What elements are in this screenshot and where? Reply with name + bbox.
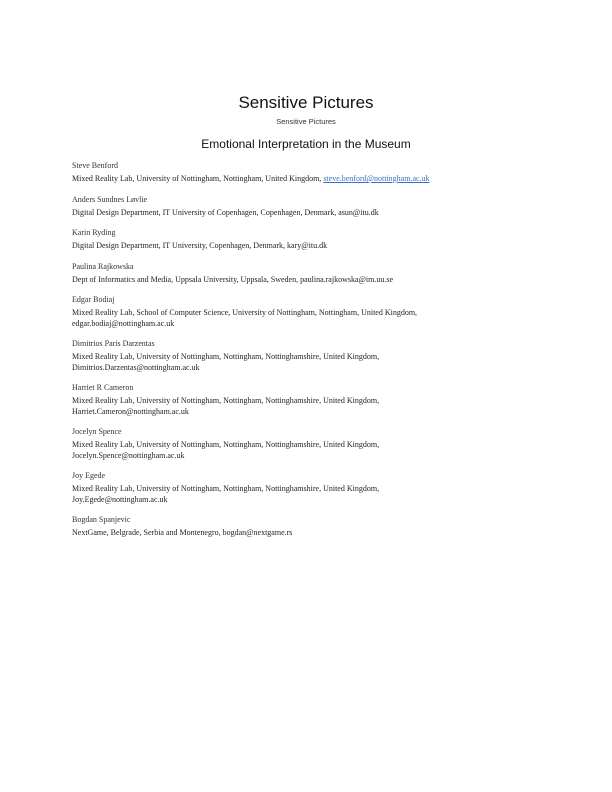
affiliation-line: Mixed Reality Lab, University of Nottingham, Nottingham, Nottinghamshire, United Kingdom, <box>72 484 380 493</box>
author-name: Karin Ryding <box>72 228 116 237</box>
affiliation-line: Mixed Reality Lab, University of Nottingham, Nottingham, Nottinghamshire, United Kingdom, <box>72 440 380 449</box>
affiliation-line: Mixed Reality Lab, University of Nottingham, Nottingham, Nottinghamshire, United Kingdom, <box>72 396 380 405</box>
author-list <box>72 160 540 539</box>
author-entry <box>72 470 540 505</box>
author-affiliation: Dept of Informatics and Media, Uppsala University, Uppsala, Sweden, paulina.rajkowska@im.uu.se <box>72 274 393 284</box>
author-name: Edgar Bodiaj <box>72 295 115 304</box>
author-entry <box>72 426 540 461</box>
author-name: Harriet R Cameron <box>72 383 134 392</box>
affiliation-text: Mixed Reality Lab, University of Nottingham, Nottingham, United Kingdom, <box>72 174 324 183</box>
author-email-link[interactable]: steve.benford@nottingham.ac.uk <box>323 174 430 183</box>
author-affiliation <box>72 440 540 461</box>
affiliation-email-line: Jocelyn.Spence@nottingham.ac.uk <box>72 450 185 460</box>
author-name: Dimitrios Paris Darzentas <box>72 339 155 348</box>
author-entry <box>72 227 540 252</box>
author-affiliation: Digital Design Department, IT University, Copenhagen, Denmark, kary@itu.dk <box>72 241 328 250</box>
author-name: Steve Benford <box>72 161 118 170</box>
author-entry <box>72 294 540 329</box>
author-entry <box>72 382 540 417</box>
author-affiliation <box>72 308 540 329</box>
document-title: Sensitive Pictures <box>238 93 374 112</box>
author-affiliation <box>72 484 540 505</box>
author-entry <box>72 194 540 219</box>
author-entry <box>72 261 540 286</box>
author-affiliation: NextGame, Belgrade, Serbia and Montenegro, bogdan@nextgame.rs <box>72 528 293 537</box>
affiliation-line: Mixed Reality Lab, School of Computer Science, University of Nottingham, Nottingham, United Kingdom, <box>72 308 418 317</box>
author-affiliation: Digital Design Department, IT University of Copenhagen, Copenhagen, Denmark, asun@itu.dk <box>72 207 379 217</box>
affiliation-email-line: Dimitrios.Darzentas@nottingham.ac.uk <box>72 362 200 372</box>
author-name: Anders Sundnes Løvlie <box>72 194 148 204</box>
author-entry <box>72 514 540 539</box>
author-affiliation <box>72 174 540 185</box>
affiliation-email-line: Harriet.Cameron@nottingham.ac.uk <box>72 406 189 416</box>
affiliation-email-line: Joy.Egede@nottingham.ac.uk <box>72 494 168 504</box>
author-affiliation <box>72 352 540 373</box>
document-subtitle: Sensitive Pictures <box>276 117 336 126</box>
paper-title: Emotional Interpretation in the Museum <box>201 137 411 151</box>
author-name: Paulina Rajkowska <box>72 261 134 271</box>
author-entry <box>72 338 540 373</box>
author-affiliation <box>72 396 540 417</box>
affiliation-line: Mixed Reality Lab, University of Nottingham, Nottingham, Nottinghamshire, United Kingdom, <box>72 352 380 361</box>
author-name: Jocelyn Spence <box>72 427 122 436</box>
affiliation-email-line: edgar.bodiaj@nottingham.ac.uk <box>72 318 175 328</box>
author-name: Joy Egede <box>72 471 106 480</box>
author-name: Bogdan Spanjevic <box>72 515 131 524</box>
author-entry <box>72 160 540 185</box>
